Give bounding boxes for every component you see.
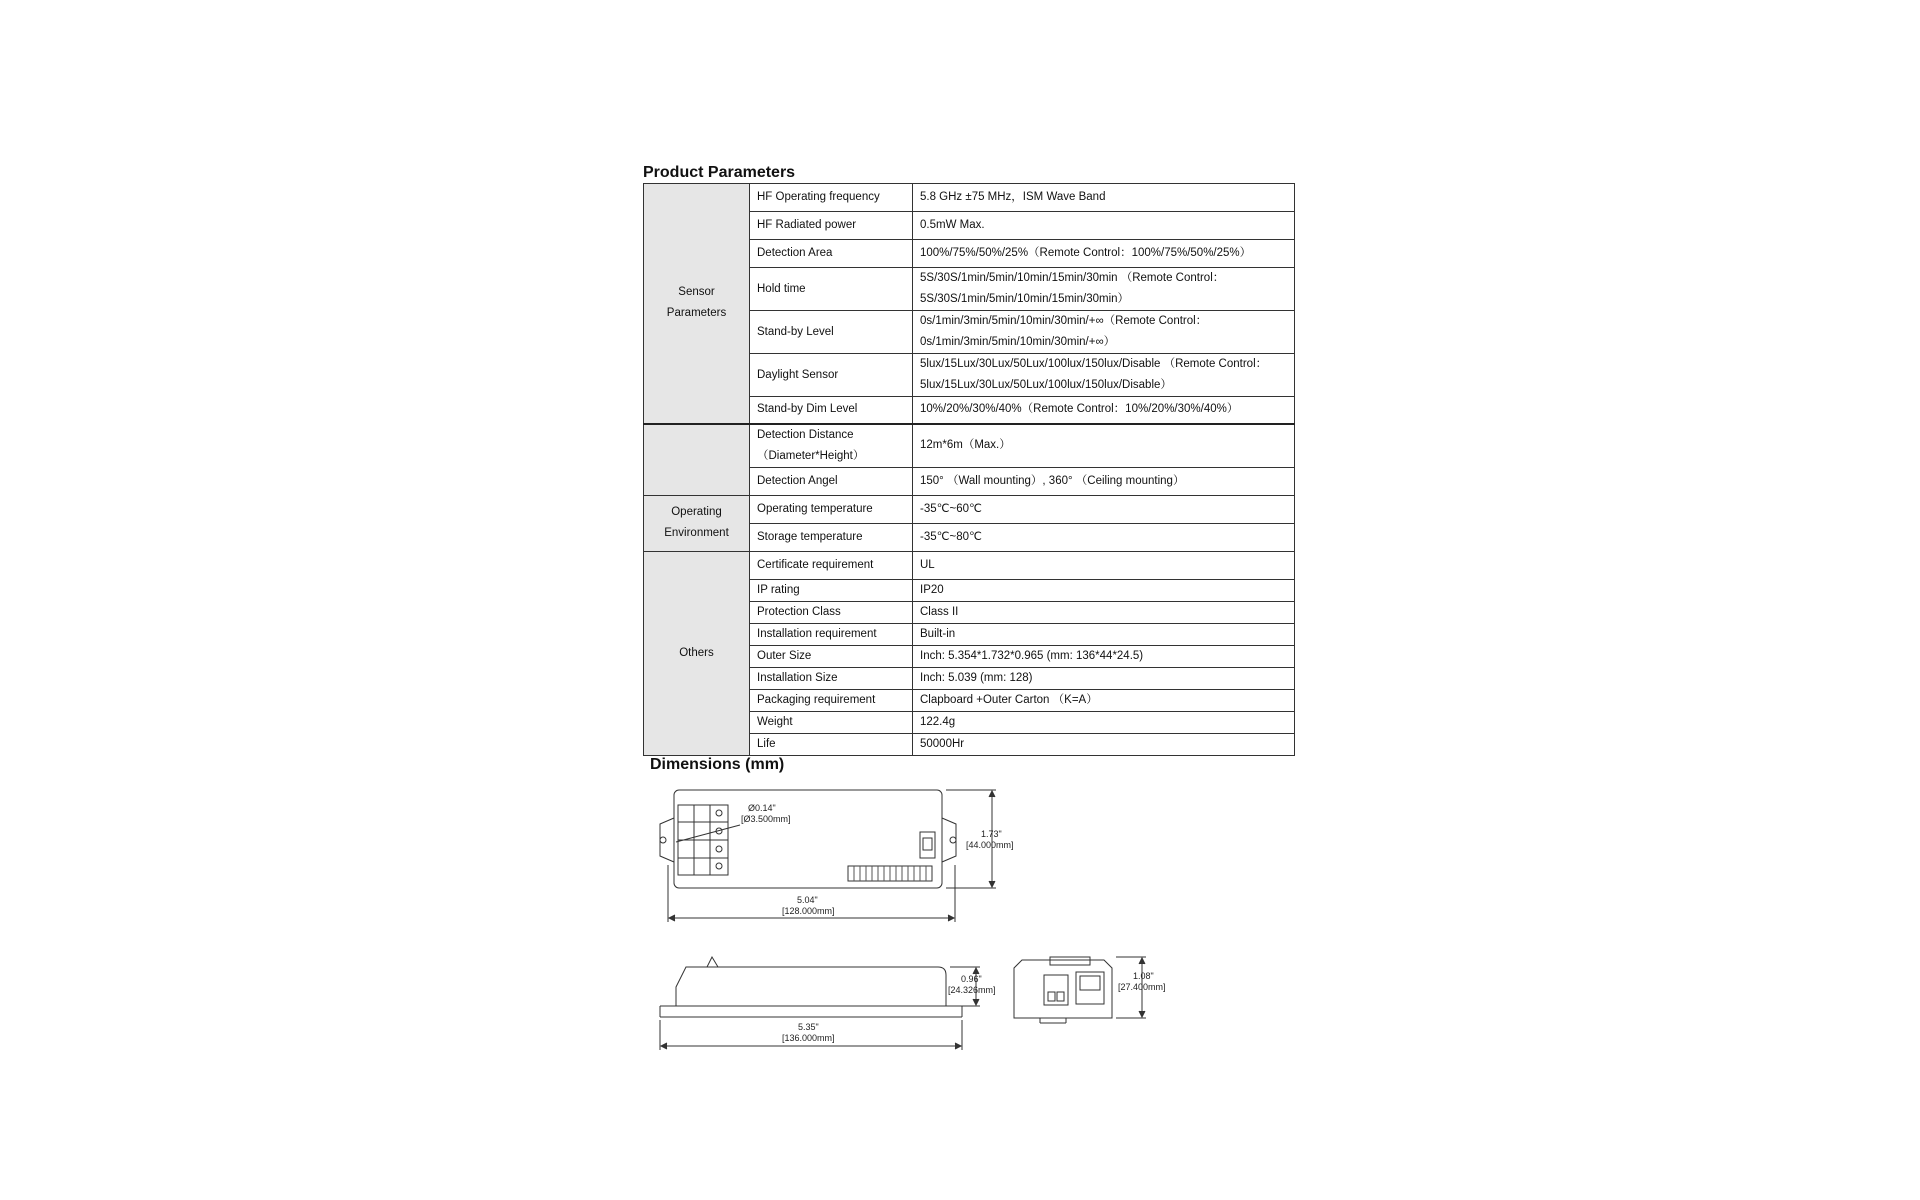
install-length-mm-label: [128.000mm] <box>782 906 835 916</box>
param-value: 150° （Wall mounting）, 360° （Ceiling mounting） <box>913 467 1295 495</box>
param-value: 122.4g <box>913 711 1295 733</box>
param-label: Detection Angel <box>750 467 913 495</box>
param-label: Life <box>750 733 913 755</box>
side-height-in-label: 0.96" <box>961 974 982 984</box>
param-value: 0.5mW Max. <box>913 212 1295 240</box>
param-value: 5.8 GHz ±75 MHz，ISM Wave Band <box>913 184 1295 212</box>
param-label: Packaging requirement <box>750 689 913 711</box>
param-value: 5S/30S/1min/5min/10min/15min/30min （Remote Control： 5S/30S/1min/5min/10min/15min/30min） <box>913 268 1295 311</box>
param-label: Installation Size <box>750 667 913 689</box>
outer-length-in-label: 5.35" <box>798 1022 819 1032</box>
param-value: -35℃~60℃ <box>913 495 1295 523</box>
param-label: Storage temperature <box>750 523 913 551</box>
param-label: HF Radiated power <box>750 212 913 240</box>
outer-length-mm-label: [136.000mm] <box>782 1033 835 1043</box>
install-length-in-label: 5.04" <box>797 895 818 905</box>
param-value: 50000Hr <box>913 733 1295 755</box>
param-label: Certificate requirement <box>750 551 913 579</box>
param-label: HF Operating frequency <box>750 184 913 212</box>
hole-dia-in-label: Ø0.14" <box>748 803 776 813</box>
dimensions-title: Dimensions (mm) <box>650 756 785 773</box>
param-value: 5lux/15Lux/30Lux/50Lux/100lux/150lux/Disable （Remote Control： 5lux/15Lux/30Lux/50Lux/100lux/150lux/Disable） <box>913 354 1295 397</box>
param-value: 12m*6m（Max.） <box>913 424 1295 468</box>
param-value: Inch: 5.354*1.732*0.965 (mm: 136*44*24.5) <box>913 645 1295 667</box>
height-mm-label: [44.000mm] <box>966 840 1014 850</box>
param-value: 0s/1min/3min/5min/10min/30min/+∞（Remote Control： 0s/1min/3min/5min/10min/30min/+∞） <box>913 311 1295 354</box>
param-value: Inch: 5.039 (mm: 128) <box>913 667 1295 689</box>
hole-dia-mm-label: [Ø3.500mm] <box>741 814 791 824</box>
param-value: Clapboard +Outer Carton （K=A） <box>913 689 1295 711</box>
height-in-label: 1.73" <box>981 829 1002 839</box>
param-label: Outer Size <box>750 645 913 667</box>
param-value: -35℃~80℃ <box>913 523 1295 551</box>
group-label: Others <box>679 646 714 659</box>
end-height-in-label: 1.08" <box>1133 971 1154 981</box>
param-value: 10%/20%/30%/40%（Remote Control：10%/20%/30%/40%） <box>913 397 1295 424</box>
param-label: Installation requirement <box>750 623 913 645</box>
param-value: 100%/75%/50%/25%（Remote Control：100%/75%/50%/25%） <box>913 240 1295 268</box>
param-label: Operating temperature <box>750 495 913 523</box>
param-label: IP rating <box>750 579 913 601</box>
param-value: Built-in <box>913 623 1295 645</box>
param-label: Daylight Sensor <box>750 354 913 397</box>
group-label: Operating Environment <box>664 506 729 539</box>
page-title: Product Parameters <box>643 164 796 181</box>
param-value: Class II <box>913 601 1295 623</box>
param-label: Detection Distance （Diameter*Height） <box>750 424 913 468</box>
group-label: Sensor Parameters <box>666 286 727 320</box>
param-label: Weight <box>750 711 913 733</box>
param-label: Stand-by Level <box>750 311 913 354</box>
top-view <box>660 790 996 922</box>
param-value: UL <box>913 551 1295 579</box>
param-label: Protection Class <box>750 601 913 623</box>
side-height-mm-label: [24.326mm] <box>948 985 996 995</box>
param-label: Hold time <box>750 268 913 311</box>
end-height-mm-label: [27.400mm] <box>1118 982 1166 992</box>
param-value: IP20 <box>913 579 1295 601</box>
param-label: Detection Area <box>750 240 913 268</box>
param-label: Stand-by Dim Level <box>750 397 913 424</box>
